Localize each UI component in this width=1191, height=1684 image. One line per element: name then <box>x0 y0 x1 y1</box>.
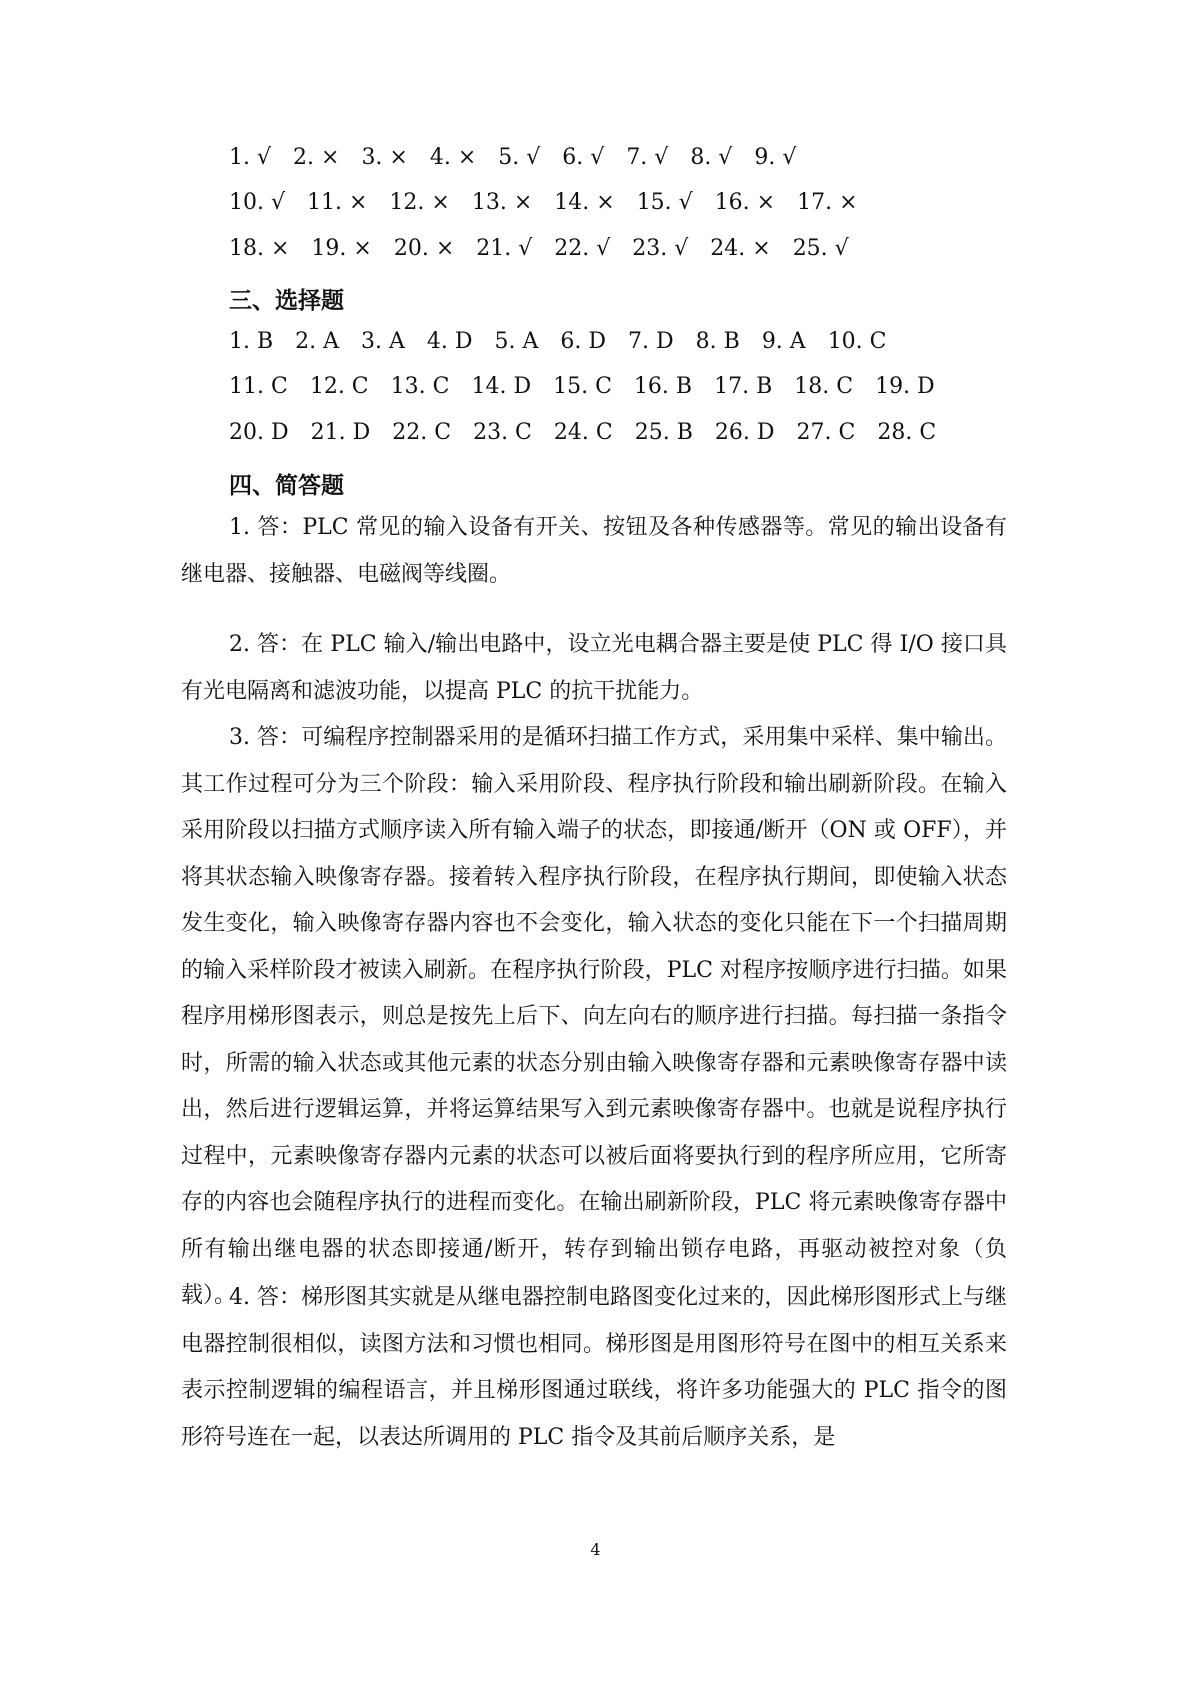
mc-answers-row-2 <box>229 374 957 399</box>
answer-item: 18. × <box>229 236 290 261</box>
short-answer-1: 1. 答：PLC 常见的输入设备有开关、按钮及各种传感器等。常见的输出设备有继电器、接触器、电磁阀等线圈。 <box>181 515 1007 587</box>
answer-item: 17. B <box>714 374 773 399</box>
answer-item: 25. √ <box>792 236 849 261</box>
answer-item: 26. D <box>714 420 775 445</box>
answer-item: 15. C <box>553 374 612 399</box>
answer-item: 10. C <box>827 329 887 354</box>
answer-item: 5. √ <box>498 145 541 170</box>
answer-item: 13. × <box>471 190 533 215</box>
short-answer-3: 3. 答：可编程序控制器采用的是循环扫描工作方式，采用集中采样、集中输出。其工作过程可分为三个阶段：输入采用阶段、程序执行阶段和输出刷新阶段。在输入采用阶段以扫描方式顺序读入所有输入端子的状态，即接通/断开（ON 或 OFF），并将其状态输入映像寄存器。接着转入程序执行阶段，在程序执行期间，即使输入状态发生变化，输入映像寄存器内容也不会变化，输入状态的变化只能在下一个扫描周期的输入采样阶段才被读入刷新。在程序执行阶段，PLC 对程序按顺序进行扫描。如果程序用梯形图表示，则总是按先上后下、向左向右的顺序进行扫描。每扫描一条指令时，所需的输入状态或其他元素的状态分别由输入映像寄存器和元素映像寄存器中读出，然后进行逻辑运算，并将运算结果写入到元素映像寄存器中。也就是说程序执行过程中，元素映像寄存器内元素的状态可以被后面将要执行到的程序所应用，它所寄存的内容也会随程序执行的进程而变化。在输出刷新阶段，PLC 将元素映像寄存器中所有输出继电器的状态即接通/断开，转存到输出锁存电路，再驱动被控对象（负载）。 <box>181 725 1007 1308</box>
answer-item: 9. A <box>761 329 806 354</box>
answer-item: 21. √ <box>476 236 533 261</box>
page-number: 4 <box>590 1540 601 1559</box>
answer-item: 7. D <box>628 329 674 354</box>
answer-item: 6. √ <box>562 145 605 170</box>
answer-item: 20. × <box>393 236 455 261</box>
answer-item: 13. C <box>390 374 450 399</box>
answer-item: 22. C <box>392 420 452 445</box>
answer-item: 28. C <box>877 420 937 445</box>
answer-item: 16. × <box>714 190 776 215</box>
tf-answers-row-3 <box>229 236 871 261</box>
answer-item: 25. B <box>634 420 693 445</box>
answer-item: 9. √ <box>754 145 797 170</box>
answer-item: 7. √ <box>626 145 669 170</box>
answer-item: 4. × <box>429 145 477 170</box>
answer-item: 22. √ <box>554 236 611 261</box>
answer-item: 19. D <box>875 374 935 399</box>
answer-item: 14. × <box>554 190 615 215</box>
answer-item: 3. A <box>361 329 405 354</box>
answer-item: 8. √ <box>690 145 733 170</box>
answer-item: 2. A <box>295 329 340 354</box>
mc-answers-row-1 <box>229 329 909 354</box>
answer-item: 18. C <box>794 374 854 399</box>
answer-item: 5. A <box>494 329 539 354</box>
answer-item: 6. D <box>560 329 607 354</box>
answer-item: 27. C <box>796 420 856 445</box>
answer-item: 24. × <box>710 236 771 261</box>
answer-item: 17. × <box>797 190 858 215</box>
short-answer-4: 4. 答：梯形图其实就是从继电器控制电路图变化过来的，因此梯形图形式上与继电器控制很相似，读图方法和习惯也相同。梯形图是用图形符号在图中的相互关系来表示控制逻辑的编程语言，并且梯形图通过联线，将许多功能强大的 PLC 指令的图形符号连在一起，以表达所调用的 PLC 指令及其前后顺序关系，是 <box>181 1285 1007 1450</box>
answer-item: 10. √ <box>229 190 285 215</box>
answer-item: 23. √ <box>632 236 689 261</box>
section-4-heading: 四、简答题 <box>229 472 344 499</box>
answer-item: 12. × <box>389 190 450 215</box>
answer-item: 4. D <box>426 329 473 354</box>
answer-item: 1. B <box>229 329 274 354</box>
answer-item: 16. B <box>633 374 693 399</box>
mc-answers-row-3 <box>229 420 958 445</box>
answer-item: 15. √ <box>636 190 693 215</box>
answer-item: 8. B <box>695 329 740 354</box>
answer-item: 11. × <box>307 190 368 215</box>
answer-item: 23. C <box>473 420 532 445</box>
tf-answers-row-2 <box>229 190 880 215</box>
answer-item: 24. C <box>553 420 613 445</box>
answer-item: 12. C <box>309 374 369 399</box>
short-answer-2: 2. 答：在 PLC 输入/输出电路中，设立光电耦合器主要是使 PLC 得 I/O 接口具有光电隔离和滤波功能，以提高 PLC 的抗干扰能力。 <box>181 632 1007 704</box>
answer-item: 19. × <box>311 236 372 261</box>
answer-item: 20. D <box>229 420 289 445</box>
answer-item: 14. D <box>471 374 532 399</box>
section-3-heading: 三、选择题 <box>229 287 344 314</box>
answer-item: 2. × <box>293 145 340 170</box>
answer-item: 3. × <box>361 145 408 170</box>
answer-item: 11. C <box>229 374 288 399</box>
answer-item: 1. √ <box>229 145 272 170</box>
tf-answers-row-1 <box>229 145 818 170</box>
answer-item: 21. D <box>310 420 371 445</box>
